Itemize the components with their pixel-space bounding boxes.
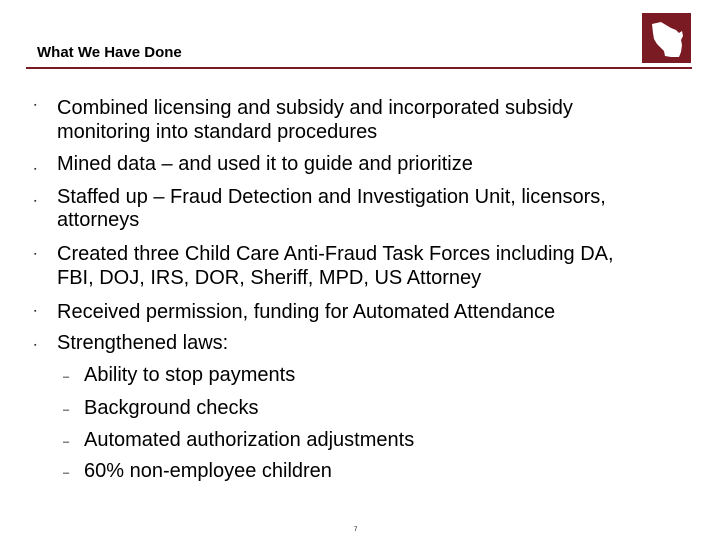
sub-bullet-text: Automated authorization adjustments: [84, 429, 415, 451]
page-number: 7: [354, 527, 358, 533]
sub-bullet-text: Background checks: [84, 397, 259, 419]
bullet-marker: ▪: [34, 342, 37, 349]
bullet-text: monitoring into standard procedures: [57, 121, 378, 143]
bullet-text: Combined licensing and subsidy and incorporated subsidy: [57, 97, 573, 119]
bullet-text: attorneys: [57, 209, 140, 231]
bullet-text: Mined data – and used it to guide and prioritize: [57, 153, 473, 175]
slide-title: What We Have Done: [37, 44, 182, 61]
bullet-marker: ▪: [34, 198, 37, 205]
sub-bullet-dash: –: [63, 404, 70, 416]
sub-bullet-dash: –: [63, 467, 70, 479]
bullet-text: FBI, DOJ, IRS, DOR, Sheriff, MPD, US Attorney: [57, 267, 482, 289]
bullet-marker: ▪: [34, 102, 37, 109]
bullet-text: Strengthened laws:: [57, 332, 229, 354]
sub-bullet-dash: –: [63, 371, 70, 383]
bullet-marker: ▪: [34, 166, 37, 173]
sub-bullet-text: Ability to stop payments: [84, 364, 296, 386]
sub-bullet-dash: –: [63, 436, 70, 448]
bullet-text: Created three Child Care Anti-Fraud Task Forces including DA,: [57, 243, 614, 265]
sub-bullet-text: 60% non-employee children: [84, 460, 332, 482]
bullet-marker: ▪: [34, 308, 37, 315]
bullet-marker: ▪: [34, 251, 37, 258]
bullet-text: Staffed up – Fraud Detection and Investigation Unit, licensors,: [57, 186, 606, 208]
bullet-text: Received permission, funding for Automated Attendance: [57, 301, 556, 323]
